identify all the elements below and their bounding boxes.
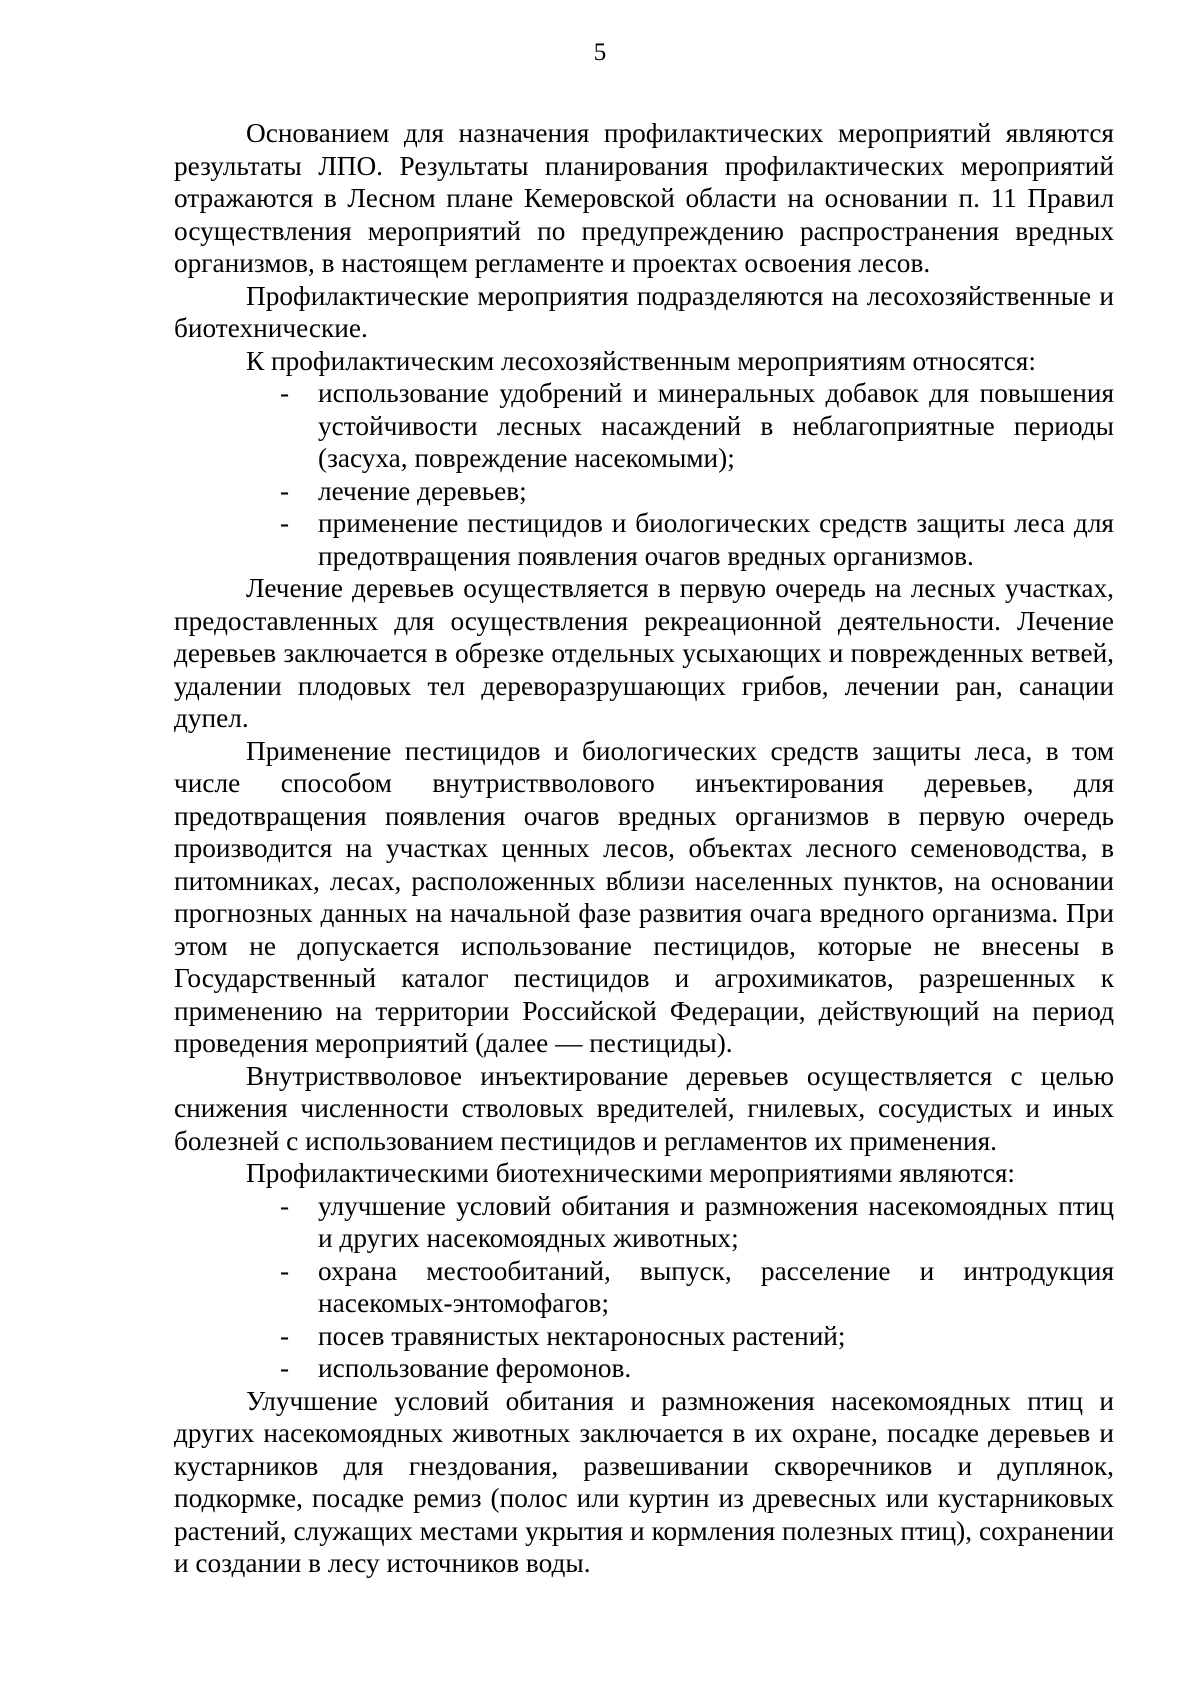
list-item <box>280 475 1114 508</box>
list-item <box>280 1320 1114 1353</box>
paragraph: Улучшение условий обитания и размножения насекомоядных птиц и других насекомоядных животных заключается в их охране, посадке деревьев и кустарников для гнездования, развешивании скворечников и дуплянок, подкормке, посадке ремиз (полос или куртин из древесных или кустарниковых растений, служащих местами укрытия и кормления полезных птиц), сохранении и создании в лесу источников воды. <box>174 1385 1114 1578</box>
list-item-text: посев травянистых нектароносных растений; <box>318 1320 846 1351</box>
list-item <box>280 1255 1114 1320</box>
list-item-text: лечение деревьев; <box>318 475 527 506</box>
list-bullet-dash: - <box>280 378 290 408</box>
paragraph: К профилактическим лесохозяйственным мероприятиям относятся: <box>246 345 1036 376</box>
list-item <box>280 507 1114 572</box>
paragraph: Профилактическими биотехническими мероприятиями являются: <box>246 1158 1015 1188</box>
list-bullet-dash: - <box>280 1190 290 1221</box>
paragraph: Применение пестицидов и биологических средств защиты леса, в том числе способом внутриствволового инъектирования деревьев, для предотвращения появления очагов вредных организмов в первую очередь производится на участках ценных лесов, объектах лесного семеноводства, в питомниках, лесах, расположенных вблизи населенных пунктов, на основании прогнозных данных на начальной фазе развития очага вредного организма. При этом не допускается использование пестицидов, которые не внесены в Государственный каталог пестицидов и агрохимикатов, разрешенных к применению на территории Российской Федерации, действующий на период проведения мероприятий (далее — пестициды). <box>174 735 1114 1058</box>
list-item <box>280 1352 1114 1385</box>
bullet-list <box>174 377 1114 572</box>
list-item-text: улучшение условий обитания и размножения насекомоядных птиц и других насекомоядных животных; <box>318 1190 1114 1253</box>
list-item-text: применение пестицидов и биологических средств защиты леса для предотвращения появления очагов вредных организмов. <box>318 508 1114 571</box>
document-body <box>174 117 1114 1580</box>
paragraph: Основанием для назначения профилактических мероприятий являются результаты ЛПО. Результаты планирования профилактических мероприятий отражаются в Лесном плане Кемеровской области на основании п. 11 Правил осуществления мероприятий по предупреждению распространения вредных организмов, в настоящем регламенте и проектах освоения лесов. <box>174 118 1114 278</box>
list-bullet-dash: - <box>280 1320 290 1351</box>
list-bullet-dash: - <box>280 508 290 538</box>
paragraph: Лечение деревьев осуществляется в первую очередь на лесных участках, предоставленных для осуществления рекреационной деятельности. Лечение деревьев заключается в обрезке отдельных усыхающих и поврежденных ветвей, удалении плодовых тел дереворазрушающих грибов, лечении ран, санации дупел. <box>174 573 1114 733</box>
list-item <box>280 1190 1114 1255</box>
bullet-list <box>174 1190 1114 1385</box>
paragraph: Внутриствволовое инъектирование деревьев осуществляется с целью снижения численности стволовых вредителей, гнилевых, сосудистых и иных болезней с использованием пестицидов и регламентов их применения. <box>174 1060 1114 1156</box>
list-bullet-dash: - <box>280 1255 290 1286</box>
list-bullet-dash: - <box>280 475 290 506</box>
list-item-text: охрана местообитаний, выпуск, расселение и интродукция насекомых-энтомофагов; <box>318 1255 1114 1318</box>
list-bullet-dash: - <box>280 1353 290 1383</box>
list-item-text: использование удобрений и минеральных добавок для повышения устойчивости лесных насаждений в неблагоприятные периоды (засуха, повреждение насекомыми); <box>318 378 1114 473</box>
page-number: 5 <box>593 39 607 66</box>
list-item-text: использование феромонов. <box>318 1353 632 1383</box>
paragraph: Профилактические мероприятия подразделяются на лесохозяйственные и биотехнические. <box>174 280 1114 343</box>
list-item <box>280 377 1114 475</box>
